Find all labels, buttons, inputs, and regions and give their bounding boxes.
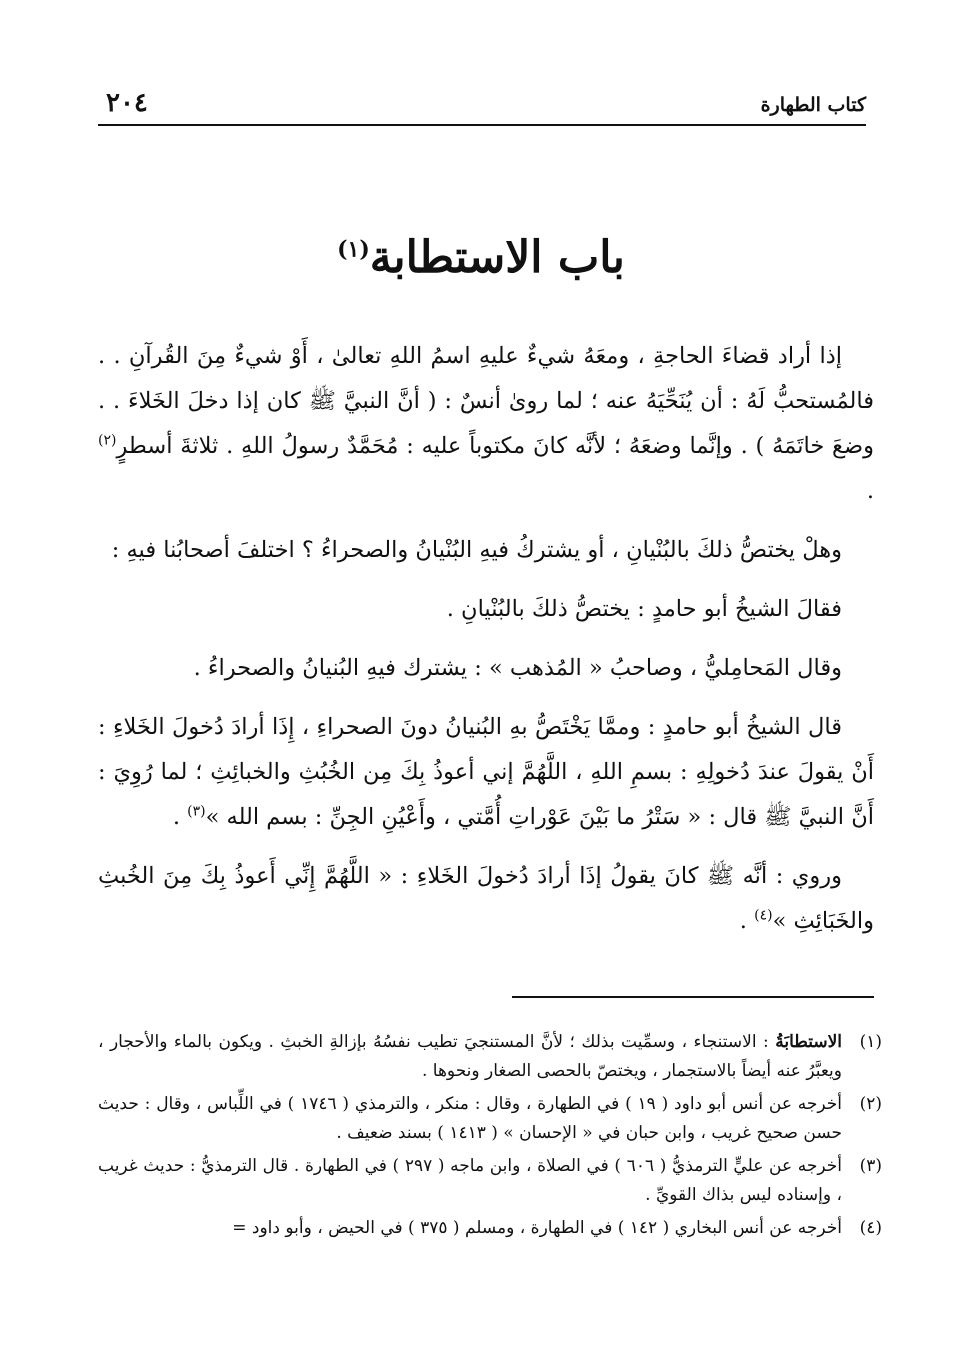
paragraph — [98, 334, 874, 514]
paragraph — [98, 528, 874, 573]
paragraph-tail: . — [172, 804, 188, 830]
footnote — [98, 1214, 882, 1243]
footnote-number: (٤) — [859, 1218, 882, 1238]
footnote-number: (٣) — [859, 1156, 882, 1176]
main-text — [98, 334, 874, 958]
chapter-note-ref: (١) — [337, 236, 370, 263]
footnote-ref: (٢) — [98, 432, 117, 449]
paragraph — [98, 705, 874, 840]
running-title: كتاب الطهارة — [760, 94, 866, 116]
paragraph — [98, 646, 874, 691]
footnote — [98, 1090, 882, 1148]
footnote-number: (١) — [859, 1032, 882, 1052]
footnote-body: أخرجه عن أنس البخاري ( ١٤٢ ) في الطهارة ، ومسلم ( ٣٧٥ ) في الحيض ، وأبو داود = — [232, 1218, 842, 1238]
footnote-body: أخرجه عن عليٍّ الترمذيُّ ( ٦٠٦ ) في الصلاة ، وابن ماجه ( ٢٩٧ ) في الطهارة . قال الترمذيُّ : حديث غريب ، وإسناده ليس بذاك القويِّ . — [98, 1156, 842, 1205]
chapter-title-text: باب الاستطابة — [369, 232, 625, 283]
footnote-ref: (٤) — [754, 907, 773, 924]
footnote-body: : الاستنجاء ، وسمِّيت بذلك ؛ لأنَّ المستنجيَ تطيب نفسُهُ بإزالةِ الخبثِ . ويكون بالماء والأحجار ، ويعبَّرُ عنه أيضاً بالاستجمار ، ويختصّ بالحصى الصغار ونحوها . — [98, 1032, 842, 1081]
footnote-text — [98, 1028, 842, 1086]
footnote-ref: (٣) — [187, 803, 206, 820]
footnote-term: الاستطابَةُ — [775, 1032, 842, 1052]
running-header — [98, 88, 866, 126]
footnote — [98, 1028, 882, 1086]
footnotes — [98, 1028, 882, 1247]
paragraph-text: وروي : أنَّه ﷺ كانَ يقولُ إذَا أرادَ دُخولَ الخَلاءِ : « اللَّهُمَّ إِنِّي أَعوذُ بِكَ مِنَ الخُبثِ والخَبَائِثِ » — [98, 863, 874, 934]
page-number: ٢٠٤ — [106, 88, 148, 118]
footnote — [98, 1152, 882, 1210]
paragraph-text: وقال المَحامِليُّ ، وصاحبُ « المُذهب » : يشترك فيهِ البُنيانُ والصحراءُ . — [193, 655, 842, 681]
paragraph-text: وهلْ يختصُّ ذلكَ بالبُنْيانِ ، أو يشتركُ فيهِ البُنْيانُ والصحراءُ ؟ اختلفَ أصحابُنا فيهِ : — [111, 537, 842, 563]
footnote-number: (٢) — [859, 1094, 882, 1114]
paragraph-text: إذا أراد قضاءَ الحاجةِ ، ومعَهُ شيءٌ عليهِ اسمُ اللهِ تعالىٰ ، أَوْ شيءٌ مِنَ القُرآنِ . . فالمُستحبُّ لَهُ : أن يُنَحِّيَهُ عنه ؛ لما روىٰ أنسٌ : ( أنَّ النبيَّ ﷺ كان إذا دخلَ الخَلاءَ . . وضعَ خاتَمَهُ ) . وإنَّما وضعَهُ ؛ لأنَّه كانَ مكتوباً عليه : مُحَمَّدٌ رسولُ اللهِ . ثلاثةَ أسطرٍ — [98, 343, 874, 459]
paragraph-text: فقالَ الشيخُ أبو حامدٍ : يختصُّ ذلكَ بالبُنْيانِ . — [446, 596, 842, 622]
footnote-body: أخرجه عن أنس أبو داود ( ١٩ ) في الطهارة ، وقال : منكر ، والترمذي ( ١٧٤٦ ) في اللِّباس ، وقال : حديث حسن صحيح غريب ، وابن حبان في « الإحسان » ( ١٤١٣ ) بسند ضعيف . — [98, 1094, 843, 1143]
paragraph — [98, 854, 874, 944]
paragraph-tail: . — [866, 478, 874, 504]
paragraph-tail: . — [739, 908, 755, 934]
paragraph — [98, 587, 874, 632]
chapter-title — [0, 232, 962, 283]
paragraph-text: قال الشيخُ أبو حامدٍ : وممَّا يَخْتَصُّ بهِ البُنيانُ دونَ الصحراءِ ، إِذَا أرادَ دُخولَ الخَلاءِ : أَنْ يقولَ عندَ دُخولِهِ : بسمِ اللهِ ، اللَّهُمَّ إني أعوذُ بِكَ مِن الخُبُثِ والخبائِثِ ؛ لما رُوِيَ : أَنَّ النبيَّ ﷺ قال : « سَتْرُ ما بَيْنَ عَوْراتِ أُمَّتي ، وأَعْيُنِ الجِنِّ : بسم الله » — [98, 714, 874, 830]
footnote-divider — [512, 996, 874, 998]
